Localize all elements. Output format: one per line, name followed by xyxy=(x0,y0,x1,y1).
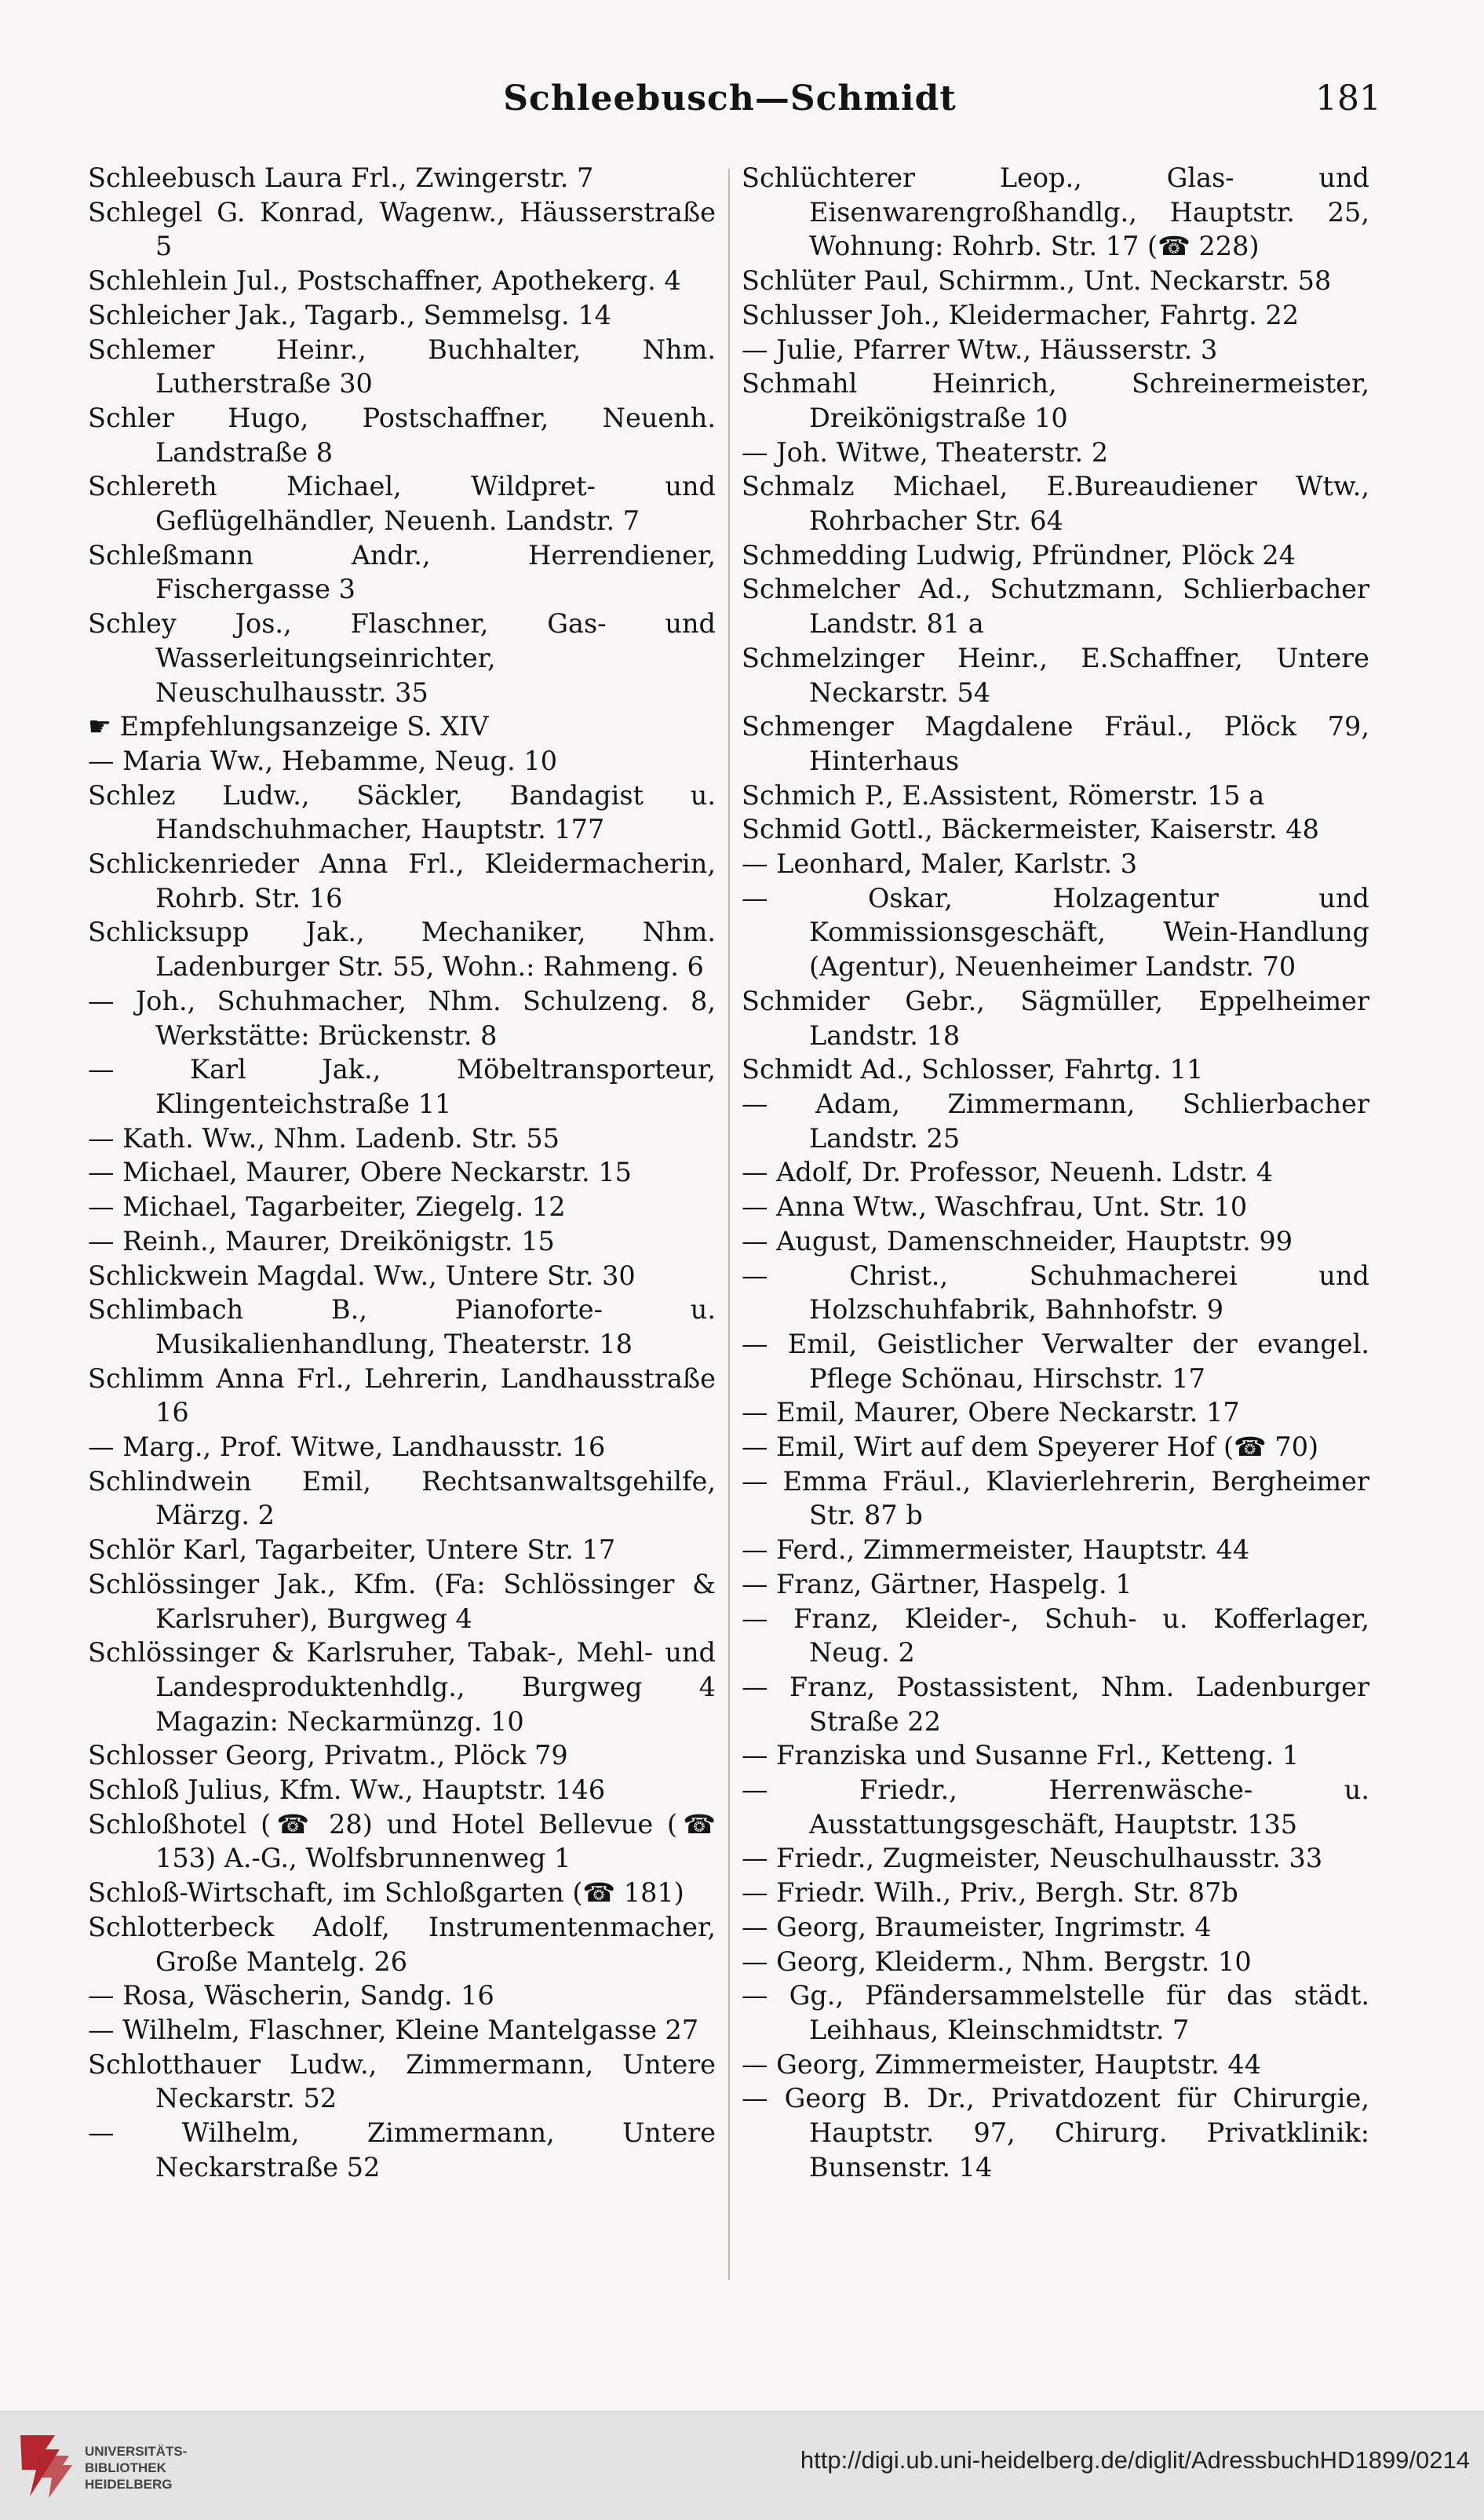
university-library-logo-icon[interactable] xyxy=(14,2432,75,2500)
directory-entry: Schleicher Jak., Tagarb., Semmelsg. 14 xyxy=(88,299,611,330)
directory-entry: — Emil, Wirt auf dem Speyerer Hof (☎ 70) xyxy=(742,1431,1319,1463)
directory-entry: Schmalz Michael, E.Bureaudiener Wtw., Rohrbacher Str. 64 xyxy=(742,471,1369,537)
directory-entry: Schlickenrieder Anna Frl., Kleidermacherin, Rohrb. Str. 16 xyxy=(88,848,716,914)
directory-entry: — Michael, Tagarbeiter, Ziegelg. 12 xyxy=(88,1191,566,1223)
directory-entry: Schleßmann Andr., Herrendiener, Fischergasse 3 xyxy=(88,539,716,605)
directory-entry: — Georg, Braumeister, Ingrimstr. 4 xyxy=(742,1911,1212,1942)
library-name-line: BIBLIOTHEK xyxy=(85,2460,166,2475)
page-header xyxy=(78,78,1381,133)
directory-entry: — Adolf, Dr. Professor, Neuenh. Ldstr. 4 xyxy=(742,1157,1274,1188)
directory-entry: — Friedr., Herrenwäsche- u. Ausstattungsgeschäft, Hauptstr. 135 xyxy=(742,1774,1369,1840)
directory-entry: Schlotthauer Ludw., Zimmermann, Untere Neckarstr. 52 xyxy=(88,2048,716,2114)
directory-entry: Schmenger Magdalene Fräul., Plöck 79, Hinterhaus xyxy=(742,711,1369,776)
directory-entry: Schloß-Wirtschaft, im Schloßgarten (☎ 181) xyxy=(88,1877,684,1909)
directory-entry: — Rosa, Wäscherin, Sandg. 16 xyxy=(88,1980,494,2011)
directory-entry: — Christ., Schuhmacherei und Holzschuhfabrik, Bahnhofstr. 9 xyxy=(742,1260,1369,1326)
directory-entry: — Franz, Postassistent, Nhm. Ladenburger Straße 22 xyxy=(742,1671,1369,1737)
directory-entry: — Friedr. Wilh., Priv., Bergh. Str. 87b xyxy=(742,1877,1238,1909)
directory-entry: Schler Hugo, Postschaffner, Neuenh. Landstraße 8 xyxy=(88,402,716,468)
directory-entry: Schlicksupp Jak., Mechaniker, Nhm. Ladenburger Str. 55, Wohn.: Rahmeng. 6 xyxy=(88,917,716,983)
directory-entry: Schlüchterer Leop., Glas- und Eisenwarengroßhandlg., Hauptstr. 25, Wohnung: Rohrb. Str. 17 (☎ 228) xyxy=(742,162,1369,262)
directory-entry: — Karl Jak., Möbeltransporteur, Klingenteichstraße 11 xyxy=(88,1054,716,1119)
directory-entry: Schlüter Paul, Schirmm., Unt. Neckarstr. 58 xyxy=(742,265,1332,297)
directory-entry: Schlusser Joh., Kleidermacher, Fahrtg. 22 xyxy=(742,299,1300,330)
directory-entry: — Leonhard, Maler, Karlstr. 3 xyxy=(742,848,1138,880)
directory-entry: Schlössinger Jak., Kfm. (Fa: Schlössinger & Karlsruher), Burgweg 4 xyxy=(88,1568,716,1634)
directory-entry: — Franz, Gärtner, Haspelg. 1 xyxy=(742,1568,1132,1599)
directory-entry: Schleebusch Laura Frl., Zwingerstr. 7 xyxy=(88,162,594,193)
directory-entry: — August, Damenschneider, Hauptstr. 99 xyxy=(742,1225,1293,1256)
directory-entry: Schlotterbeck Adolf, Instrumentenmacher, Große Mantelg. 26 xyxy=(88,1911,716,1977)
left-column xyxy=(88,161,716,2184)
directory-entry: Schmider Gebr., Sägmüller, Eppelheimer Landstr. 18 xyxy=(742,985,1369,1051)
right-column xyxy=(742,161,1369,2184)
directory-entry: Schloß Julius, Kfm. Ww., Hauptstr. 146 xyxy=(88,1774,606,1806)
directory-entry: — Georg, Kleiderm., Nhm. Bergstr. 10 xyxy=(742,1946,1252,1977)
directory-entry: — Joh., Schuhmacher, Nhm. Schulzeng. 8, Werkstätte: Brückenstr. 8 xyxy=(88,985,716,1051)
directory-entry: Schlössinger & Karlsruher, Tabak-, Mehl- und Landesproduktenhdlg., Burgweg 4 Magazin: Neckarmünzg. 10 xyxy=(88,1637,716,1737)
directory-entry: — Emil, Maurer, Obere Neckarstr. 17 xyxy=(742,1397,1240,1428)
page-number: 181 xyxy=(1315,78,1381,119)
directory-entry: — Michael, Maurer, Obere Neckarstr. 15 xyxy=(88,1157,632,1188)
library-name xyxy=(85,2443,187,2493)
directory-entry: — Julie, Pfarrer Wtw., Häusserstr. 3 xyxy=(742,334,1218,365)
directory-entry: — Friedr., Zugmeister, Neuschulhausstr. 33 xyxy=(742,1843,1323,1874)
footer-bar xyxy=(0,2411,1484,2520)
directory-entry: Schlereth Michael, Wildpret- und Geflügelhändler, Neuenh. Landstr. 7 xyxy=(88,471,716,537)
directory-entry: Schlindwein Emil, Rechtsanwaltsgehilfe, Märzg. 2 xyxy=(88,1465,716,1531)
directory-entry: Schlimm Anna Frl., Lehrerin, Landhausstraße 16 xyxy=(88,1362,716,1428)
directory-entry: Schlosser Georg, Privatm., Plöck 79 xyxy=(88,1740,568,1771)
directory-entry: — Kath. Ww., Nhm. Ladenb. Str. 55 xyxy=(88,1122,560,1154)
directory-entry: — Anna Wtw., Waschfrau, Unt. Str. 10 xyxy=(742,1191,1248,1223)
library-name-line: HEIDELBERG xyxy=(85,2477,173,2492)
library-name-line: UNIVERSITÄTS- xyxy=(85,2444,188,2459)
directory-entry: Schmedding Ludwig, Pfründner, Plöck 24 xyxy=(742,539,1296,571)
directory-entry: — Marg., Prof. Witwe, Landhausstr. 16 xyxy=(88,1431,606,1463)
directory-entry: — Franziska und Susanne Frl., Ketteng. 1 xyxy=(742,1740,1300,1771)
directory-entry: — Emil, Geistlicher Verwalter der evangel. Pflege Schönau, Hirschstr. 17 xyxy=(742,1328,1369,1394)
directory-entry: Schmidt Ad., Schlosser, Fahrtg. 11 xyxy=(742,1054,1204,1085)
directory-entry: — Reinh., Maurer, Dreikönigstr. 15 xyxy=(88,1225,555,1256)
directory-entry: — Franz, Kleider-, Schuh- u. Kofferlager, Neug. 2 xyxy=(742,1603,1369,1668)
directory-entry: Schmich P., E.Assistent, Römerstr. 15 a xyxy=(742,779,1265,811)
directory-entry: Schley Jos., Flaschner, Gas- und Wasserleitungseinrichter, Neuschulhausstr. 35 xyxy=(88,608,716,708)
directory-entry: Schlegel G. Konrad, Wagenw., Häusserstraße 5 xyxy=(88,196,716,262)
directory-entry: — Wilhelm, Zimmermann, Untere Neckarstraße 52 xyxy=(88,2117,716,2183)
directory-entry: — Georg, Zimmermeister, Hauptstr. 44 xyxy=(742,2048,1262,2080)
directory-entry: — Georg B. Dr., Privatdozent für Chirurgie, Hauptstr. 97, Chirurg. Privatklinik: Bunsenstr. 14 xyxy=(742,2083,1369,2183)
directory-entry: — Maria Ww., Hebamme, Neug. 10 xyxy=(88,745,558,776)
directory-entry: Schlör Karl, Tagarbeiter, Untere Str. 17 xyxy=(88,1534,616,1566)
directory-entry: — Ferd., Zimmermeister, Hauptstr. 44 xyxy=(742,1534,1250,1566)
directory-entry: Schmelzinger Heinr., E.Schaffner, Untere Neckarstr. 54 xyxy=(742,642,1369,708)
directory-entry: Schmahl Heinrich, Schreinermeister, Dreikönigstraße 10 xyxy=(742,368,1369,433)
column-divider xyxy=(728,169,730,2280)
directory-entry: Schlez Ludw., Säckler, Bandagist u. Handschuhmacher, Hauptstr. 177 xyxy=(88,779,716,845)
directory-entry: — Wilhelm, Flaschner, Kleine Mantelgasse 27 xyxy=(88,2014,699,2045)
directory-entry: Schloßhotel (☎ 28) und Hotel Bellevue (☎ 153) A.-G., Wolfsbrunnenweg 1 xyxy=(88,1808,716,1874)
directory-entry: — Gg., Pfändersammelstelle für das städt. Leihhaus, Kleinschmidtstr. 7 xyxy=(742,1980,1369,2045)
directory-entry: — Emma Fräul., Klavierlehrerin, Bergheimer Str. 87 b xyxy=(742,1465,1369,1531)
directory-entry: — Oskar, Holzagentur und Kommissionsgeschäft, Wein-Handlung (Agentur), Neuenheimer Landstr. 70 xyxy=(742,882,1369,983)
running-title: Schleebusch—Schmidt xyxy=(503,78,957,119)
directory-entry: Schmid Gottl., Bäckermeister, Kaiserstr. 48 xyxy=(742,814,1319,845)
source-url-link[interactable]: http://digi.ub.uni-heidelberg.de/diglit/AdressbuchHD1899/0214 xyxy=(800,2446,1470,2474)
directory-entry: Schlickwein Magdal. Ww., Untere Str. 30 xyxy=(88,1260,636,1291)
directory-entry: ☛ Empfehlungsanzeige S. XIV xyxy=(88,711,489,742)
directory-entry: Schmelcher Ad., Schutzmann, Schlierbacher Landstr. 81 a xyxy=(742,574,1369,640)
directory-entry: — Adam, Zimmermann, Schlierbacher Landstr. 25 xyxy=(742,1088,1369,1154)
directory-entry: Schlimbach B., Pianoforte- u. Musikalienhandlung, Theaterstr. 18 xyxy=(88,1294,716,1359)
directory-entry: Schlehlein Jul., Postschaffner, Apothekerg. 4 xyxy=(88,265,681,297)
directory-entry: — Joh. Witwe, Theaterstr. 2 xyxy=(742,436,1109,468)
directory-entry: Schlemer Heinr., Buchhalter, Nhm. Lutherstraße 30 xyxy=(88,334,716,399)
